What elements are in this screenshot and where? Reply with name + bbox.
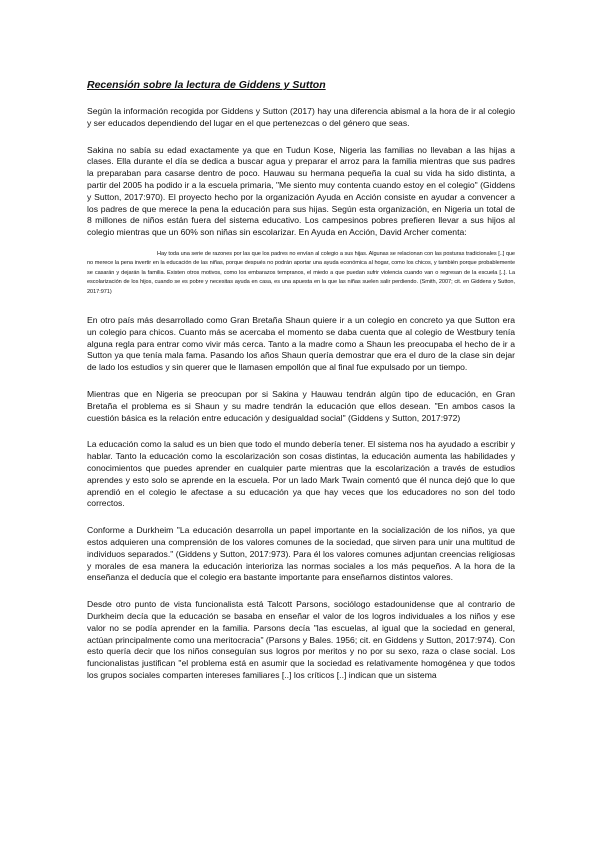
document-page bbox=[87, 78, 515, 697]
paragraph-education: La educación como la salud es un bien que todo el mundo debería tener. El sistema nos ha ayudado a escribir y hablar. Tanto la educación como la escolarización son cosas distintas, la educación aumenta las habilidades y conocimientos que puedes aprender en cualquier parte mientras que la escolarización a través de estudios aprendes y esto solo se aprende en la escuela. Por un lado Mark Twain comentó que él nunca dejó que lo que aprendió en el colegio le afectase a su educación ya que hay veces que los educadores no son del todo correctos. bbox=[87, 439, 515, 509]
block-quote-archer: Hay toda una serie de razones por las que los padres no envían al colegio a sus hijas. Algunas se relacionan con las posturas tradicionales [..] que no merece la pena invertir en la educación de las niñas, porque después no podrán aportar una ayuda económica al hogar, como los chicos, y también porque probablemente se casarán y dejarán la familia. Existen otros motivos, como los embarazos tempranos, el miedo a que puedan sufrir violencia cuando van o regresan de la escuela [..]. La escolarización de los hijos, cuando se es pobre y necesitas ayuda en casa, es una apuesta en la que las niñas suelen salir perdiendo. (Smith, 2007; cit. en Giddens y Sutton, 2017:971) bbox=[87, 250, 515, 295]
paragraph-parsons: Desde otro punto de vista funcionalista está Talcott Parsons, sociólogo estadounidense que al contrario de Durkheim decía que la educación se basaba en enseñar el valor de los logros individuales a los niños y ese valor no se podía aprender en la familia. Parsons decía "las escuelas, al igual que la sociedad en general, actúan principalmente como una meritocracia" (Parsons y Bales. 1956; cit. en Giddens y Sutton, 2017:974). Con esto quería decir que los niños conseguían sus logros por meritos y no por su sexo, raza o clase social. Los funcionalistas justifican "el problema está en asumir que la sociedad es relativamente homogénea y que todos los grupos sociales comparten intereses familiares [..] los críticos [..] indican que un sistema bbox=[87, 599, 515, 680]
paragraph-sakina: Sakina no sabía su edad exactamente ya que en Tudun Kose, Nigeria las familias no llevaban a las hijas a clases. Ella durante el día se dedica a buscar agua y preparar el arroz para la familia mientras que sus padres la preparaban para casarse dentro de poco. Hauwau su hermana pequeña la cual su vida ha sido distinta, a partir del 2005 ha podido ir a la escuela primaria, "Me siento muy contenta cuando estoy en el colegio" (Giddens y Sutton, 2017:970). El proyecto hecho por la organización Ayuda en Acción consiste en ayudar a convencer a los padres de que merece la pena la educación para sus hijas. Según esta organización, en Nigeria un total de 8 millones de niños están fuera del sistema educativo. Los campesinos pobres prefieren llevar a sus hijos al colegio mientras que un 60% son niñas sin escolarizar. En Ayuda en Acción, David Archer comenta: bbox=[87, 144, 515, 238]
paragraph-comparison: Mientras que en Nigeria se preocupan por si Sakina y Hauwau tendrán algún tipo de educación, en Gran Bretaña el problema es si Shaun y su madre tendrán la educación que ellos desean. "En ambos casos la cuestión básica es la relación entre educación y desigualdad social" (Giddens y Sutton, 2017:972) bbox=[87, 388, 515, 423]
paragraph-shaun: En otro país más desarrollado como Gran Bretaña Shaun quiere ir a un colegio en concreto ya que Sutton era un colegio para chicos. Cuanto más se acercaba el momento se daba cuenta que al colegio de Westbury tenía alguna regla para entrar como vivir más cerca. Tanto a la madre como a Shaun les preocupaba el hecho de ir a Sutton ya que tenía mala fama. Pasando los años Shaun quería demostrar que era el duro de la clase sin dejar de lado los estudios y sin querer que le llamasen empollón que al final fue expulsado por un tiempo. bbox=[87, 315, 515, 373]
document-title: Recensión sobre la lectura de Giddens y Sutton bbox=[87, 79, 326, 91]
paragraph-intro: Según la información recogida por Giddens y Sutton (2017) hay una diferencia abismal a la hora de ir al colegio y ser educados dependiendo del lugar en el que pertenezcas o del género que seas. bbox=[87, 106, 515, 128]
paragraph-durkheim: Conforme a Durkheim "La educación desarrolla un papel importante en la socialización de los niños, ya que estos adquieren una comprensión de los valores comunes de la sociedad, que sirven para unir una multitud de individuos separados." (Giddens y Sutton, 2017:973). Para él los valores comunes adjuntan creencias religiosas y morales de esa manera la educación interioriza las normas sociales a los más pequeños. A la hora de la enseñanza el deducía que el colegio era bastante importante para enseñarnos distintos valores. bbox=[87, 525, 515, 583]
